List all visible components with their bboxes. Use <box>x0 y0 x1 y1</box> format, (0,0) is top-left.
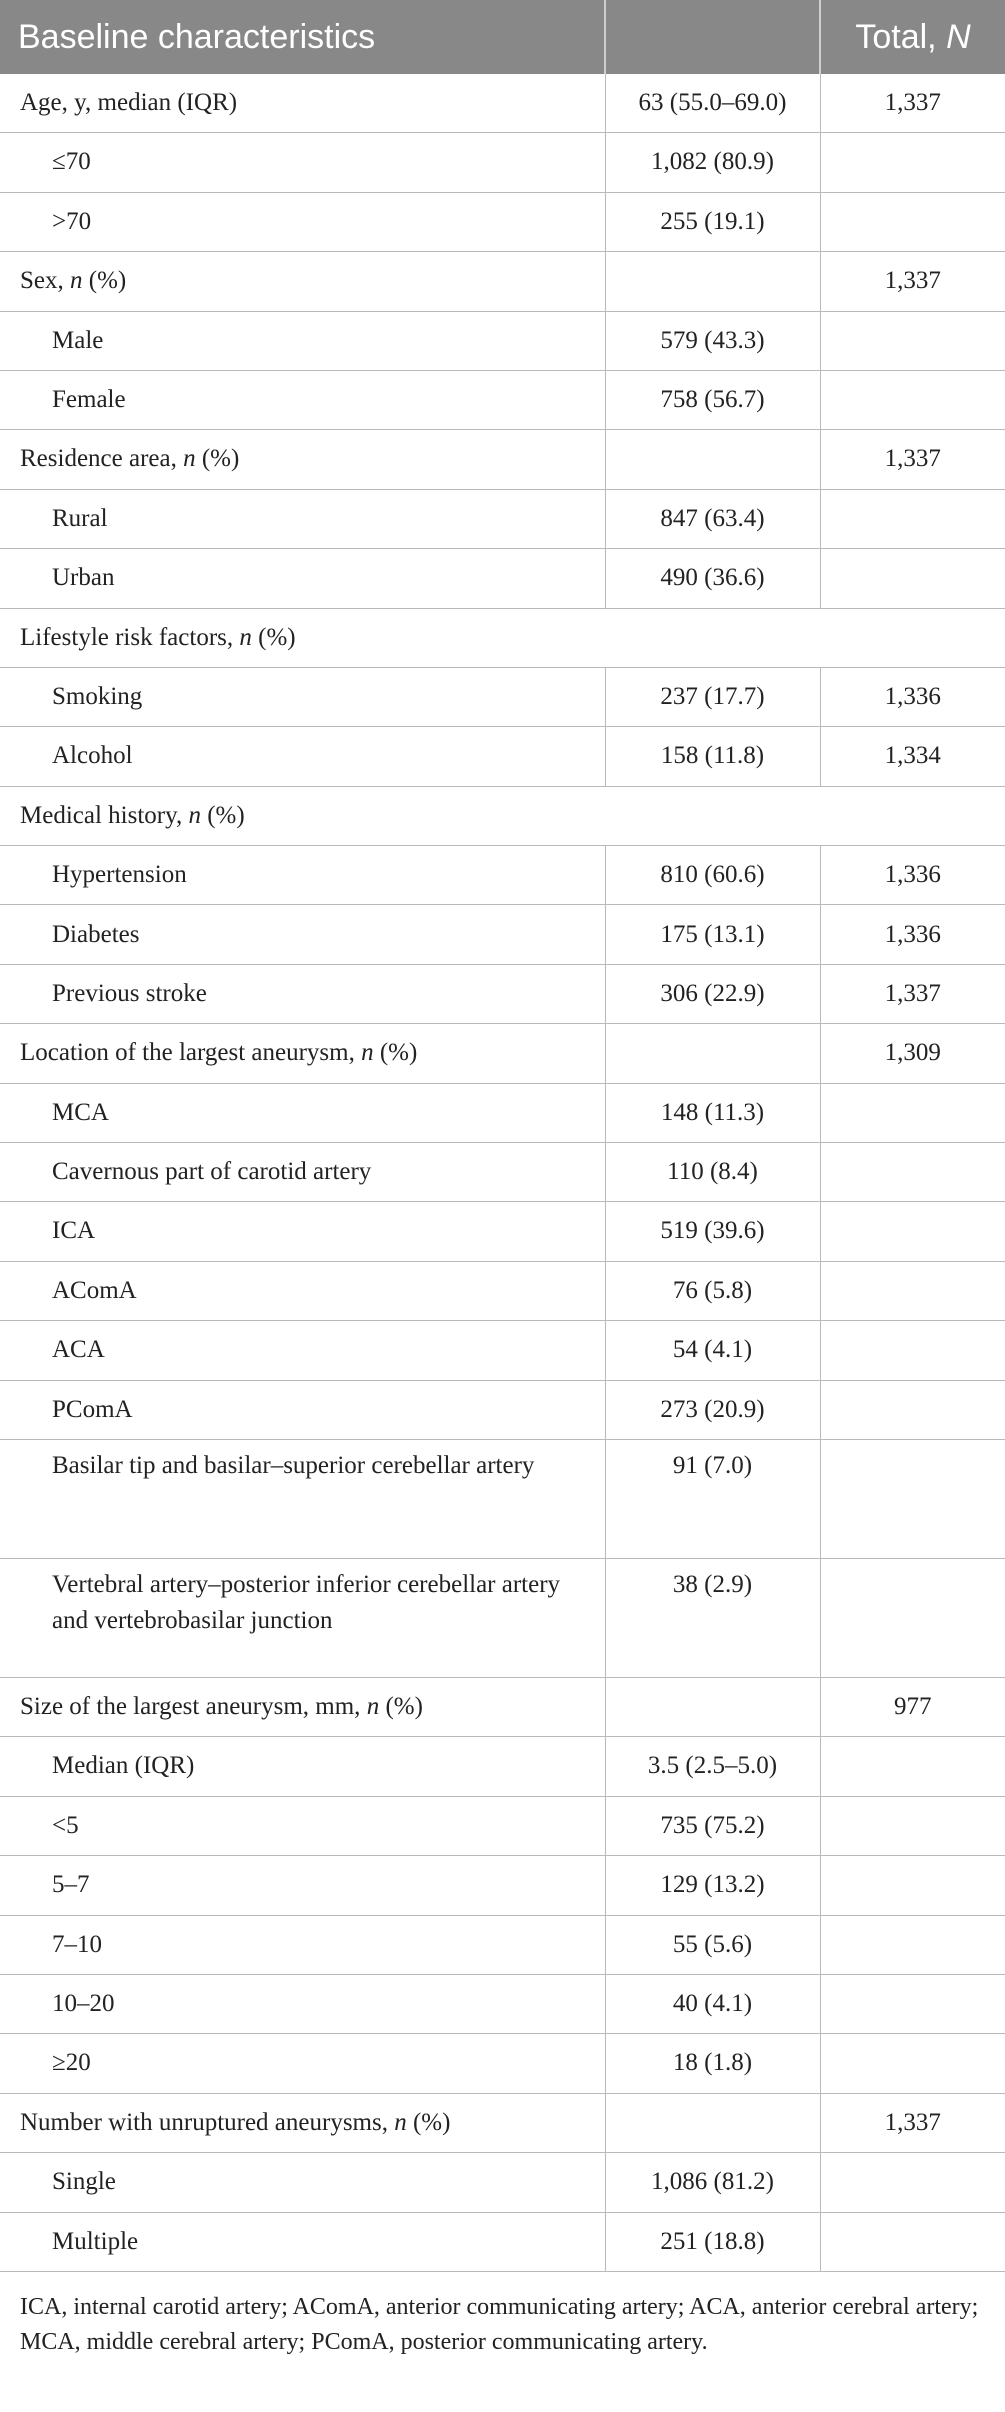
row-label: Alcohol <box>0 727 605 786</box>
row-value <box>605 1024 820 1083</box>
table-row <box>0 1558 1005 1677</box>
table-row <box>0 905 1005 964</box>
row-total <box>820 1083 1005 1142</box>
row-label: ACA <box>0 1321 605 1380</box>
row-label: Residence area, n (%) <box>0 430 605 489</box>
row-value: 306 (22.9) <box>605 964 820 1023</box>
row-value: 54 (4.1) <box>605 1321 820 1380</box>
table-row <box>0 2034 1005 2093</box>
row-value: 91 (7.0) <box>605 1439 820 1558</box>
row-value: 175 (13.1) <box>605 905 820 964</box>
header-total: Total, N <box>820 0 1005 74</box>
table-header-row <box>0 0 1005 74</box>
row-label: Size of the largest aneurysm, mm, n (%) <box>0 1677 605 1736</box>
row-label: ≤70 <box>0 133 605 192</box>
table-row <box>0 311 1005 370</box>
table-row <box>0 2212 1005 2271</box>
row-value: 76 (5.8) <box>605 1261 820 1320</box>
row-total <box>820 1737 1005 1796</box>
row-value: 63 (55.0–69.0) <box>605 74 820 133</box>
row-label: Rural <box>0 489 605 548</box>
row-total: 977 <box>820 1677 1005 1736</box>
row-total <box>820 1558 1005 1677</box>
row-total <box>820 1261 1005 1320</box>
row-label: Previous stroke <box>0 964 605 1023</box>
row-value: 519 (39.6) <box>605 1202 820 1261</box>
row-label: Female <box>0 370 605 429</box>
row-total: 1,337 <box>820 964 1005 1023</box>
row-total <box>820 1321 1005 1380</box>
row-total <box>820 1915 1005 1974</box>
row-value: 110 (8.4) <box>605 1143 820 1202</box>
table-row <box>0 1083 1005 1142</box>
row-label: AComA <box>0 1261 605 1320</box>
table-row <box>0 1974 1005 2033</box>
row-label: Vertebral artery–posterior inferior cerebellar artery and vertebrobasilar junction <box>0 1558 605 1677</box>
row-total <box>820 489 1005 548</box>
header-characteristics: Baseline characteristics <box>0 0 605 74</box>
table-row <box>0 1024 1005 1083</box>
table-row <box>0 192 1005 251</box>
row-value: 847 (63.4) <box>605 489 820 548</box>
row-value <box>605 430 820 489</box>
row-value: 255 (19.1) <box>605 192 820 251</box>
row-label: ICA <box>0 1202 605 1261</box>
row-total: 1,309 <box>820 1024 1005 1083</box>
row-value: 148 (11.3) <box>605 1083 820 1142</box>
table-row <box>0 133 1005 192</box>
row-label: 5–7 <box>0 1856 605 1915</box>
row-total: 1,336 <box>820 846 1005 905</box>
table-row <box>0 846 1005 905</box>
row-value: 735 (75.2) <box>605 1796 820 1855</box>
row-total: 1,337 <box>820 252 1005 311</box>
header-value <box>605 0 820 74</box>
row-value <box>605 1677 820 1736</box>
table-row <box>0 1202 1005 1261</box>
row-total <box>820 1202 1005 1261</box>
table-row <box>0 549 1005 608</box>
row-total: 1,336 <box>820 667 1005 726</box>
row-total <box>820 1439 1005 1558</box>
row-value: 579 (43.3) <box>605 311 820 370</box>
row-total <box>820 133 1005 192</box>
row-label: PComA <box>0 1380 605 1439</box>
row-value: 273 (20.9) <box>605 1380 820 1439</box>
row-value: 237 (17.7) <box>605 667 820 726</box>
row-value: 490 (36.6) <box>605 549 820 608</box>
row-value: 55 (5.6) <box>605 1915 820 1974</box>
row-label: >70 <box>0 192 605 251</box>
row-value: 38 (2.9) <box>605 1558 820 1677</box>
row-value: 251 (18.8) <box>605 2212 820 2271</box>
row-total: 1,334 <box>820 727 1005 786</box>
row-label: Medical history, n (%) <box>0 786 1005 845</box>
row-total <box>820 192 1005 251</box>
row-total <box>820 2212 1005 2271</box>
table-footnote: ICA, internal carotid artery; AComA, anterior communicating artery; ACA, anterior cerebral artery; MCA, middle cerebral artery; PComA, posterior communicating artery. <box>20 2293 979 2355</box>
table-row <box>0 74 1005 133</box>
row-value <box>605 2093 820 2152</box>
table-section-row <box>0 786 1005 845</box>
row-total <box>820 1856 1005 1915</box>
row-value: 3.5 (2.5–5.0) <box>605 1737 820 1796</box>
row-value <box>605 252 820 311</box>
table-row <box>0 964 1005 1023</box>
row-label: Smoking <box>0 667 605 726</box>
table-row <box>0 1380 1005 1439</box>
table-row <box>0 370 1005 429</box>
row-label: Median (IQR) <box>0 1737 605 1796</box>
row-label: Cavernous part of carotid artery <box>0 1143 605 1202</box>
table-row <box>0 1796 1005 1855</box>
table-row <box>0 727 1005 786</box>
row-label: Lifestyle risk factors, n (%) <box>0 608 1005 667</box>
row-label: ≥20 <box>0 2034 605 2093</box>
row-total <box>820 311 1005 370</box>
table-row <box>0 430 1005 489</box>
table-row <box>0 1439 1005 1558</box>
row-label: Multiple <box>0 2212 605 2271</box>
row-value: 1,086 (81.2) <box>605 2153 820 2212</box>
row-label: Location of the largest aneurysm, n (%) <box>0 1024 605 1083</box>
row-label: Basilar tip and basilar–superior cerebellar artery <box>0 1439 605 1558</box>
row-value: 1,082 (80.9) <box>605 133 820 192</box>
row-label: Male <box>0 311 605 370</box>
row-label: Number with unruptured aneurysms, n (%) <box>0 2093 605 2152</box>
row-total: 1,337 <box>820 2093 1005 2152</box>
row-value: 758 (56.7) <box>605 370 820 429</box>
table-row <box>0 1856 1005 1915</box>
table-row <box>0 252 1005 311</box>
row-value: 158 (11.8) <box>605 727 820 786</box>
row-total <box>820 2034 1005 2093</box>
row-label: Single <box>0 2153 605 2212</box>
row-total <box>820 1380 1005 1439</box>
row-label: <5 <box>0 1796 605 1855</box>
row-label: MCA <box>0 1083 605 1142</box>
table-row <box>0 489 1005 548</box>
row-total <box>820 549 1005 608</box>
row-value: 810 (60.6) <box>605 846 820 905</box>
row-total <box>820 1796 1005 1855</box>
row-total <box>820 2153 1005 2212</box>
row-label: Age, y, median (IQR) <box>0 74 605 133</box>
row-label: Hypertension <box>0 846 605 905</box>
table-row <box>0 1143 1005 1202</box>
row-label: 7–10 <box>0 1915 605 1974</box>
row-value: 129 (13.2) <box>605 1856 820 1915</box>
table-row <box>0 1261 1005 1320</box>
row-total: 1,337 <box>820 430 1005 489</box>
row-label: 10–20 <box>0 1974 605 2033</box>
table-row <box>0 1737 1005 1796</box>
row-total <box>820 1143 1005 1202</box>
table-row <box>0 2093 1005 2152</box>
table-row <box>0 2153 1005 2212</box>
row-total: 1,337 <box>820 74 1005 133</box>
table-row <box>0 1321 1005 1380</box>
row-value: 40 (4.1) <box>605 1974 820 2033</box>
row-label: Urban <box>0 549 605 608</box>
table-row <box>0 1677 1005 1736</box>
table-section-row <box>0 608 1005 667</box>
table-row <box>0 1915 1005 1974</box>
row-total: 1,336 <box>820 905 1005 964</box>
row-total <box>820 1974 1005 2033</box>
row-total <box>820 370 1005 429</box>
row-label: Sex, n (%) <box>0 252 605 311</box>
table-row <box>0 667 1005 726</box>
row-value: 18 (1.8) <box>605 2034 820 2093</box>
row-label: Diabetes <box>0 905 605 964</box>
